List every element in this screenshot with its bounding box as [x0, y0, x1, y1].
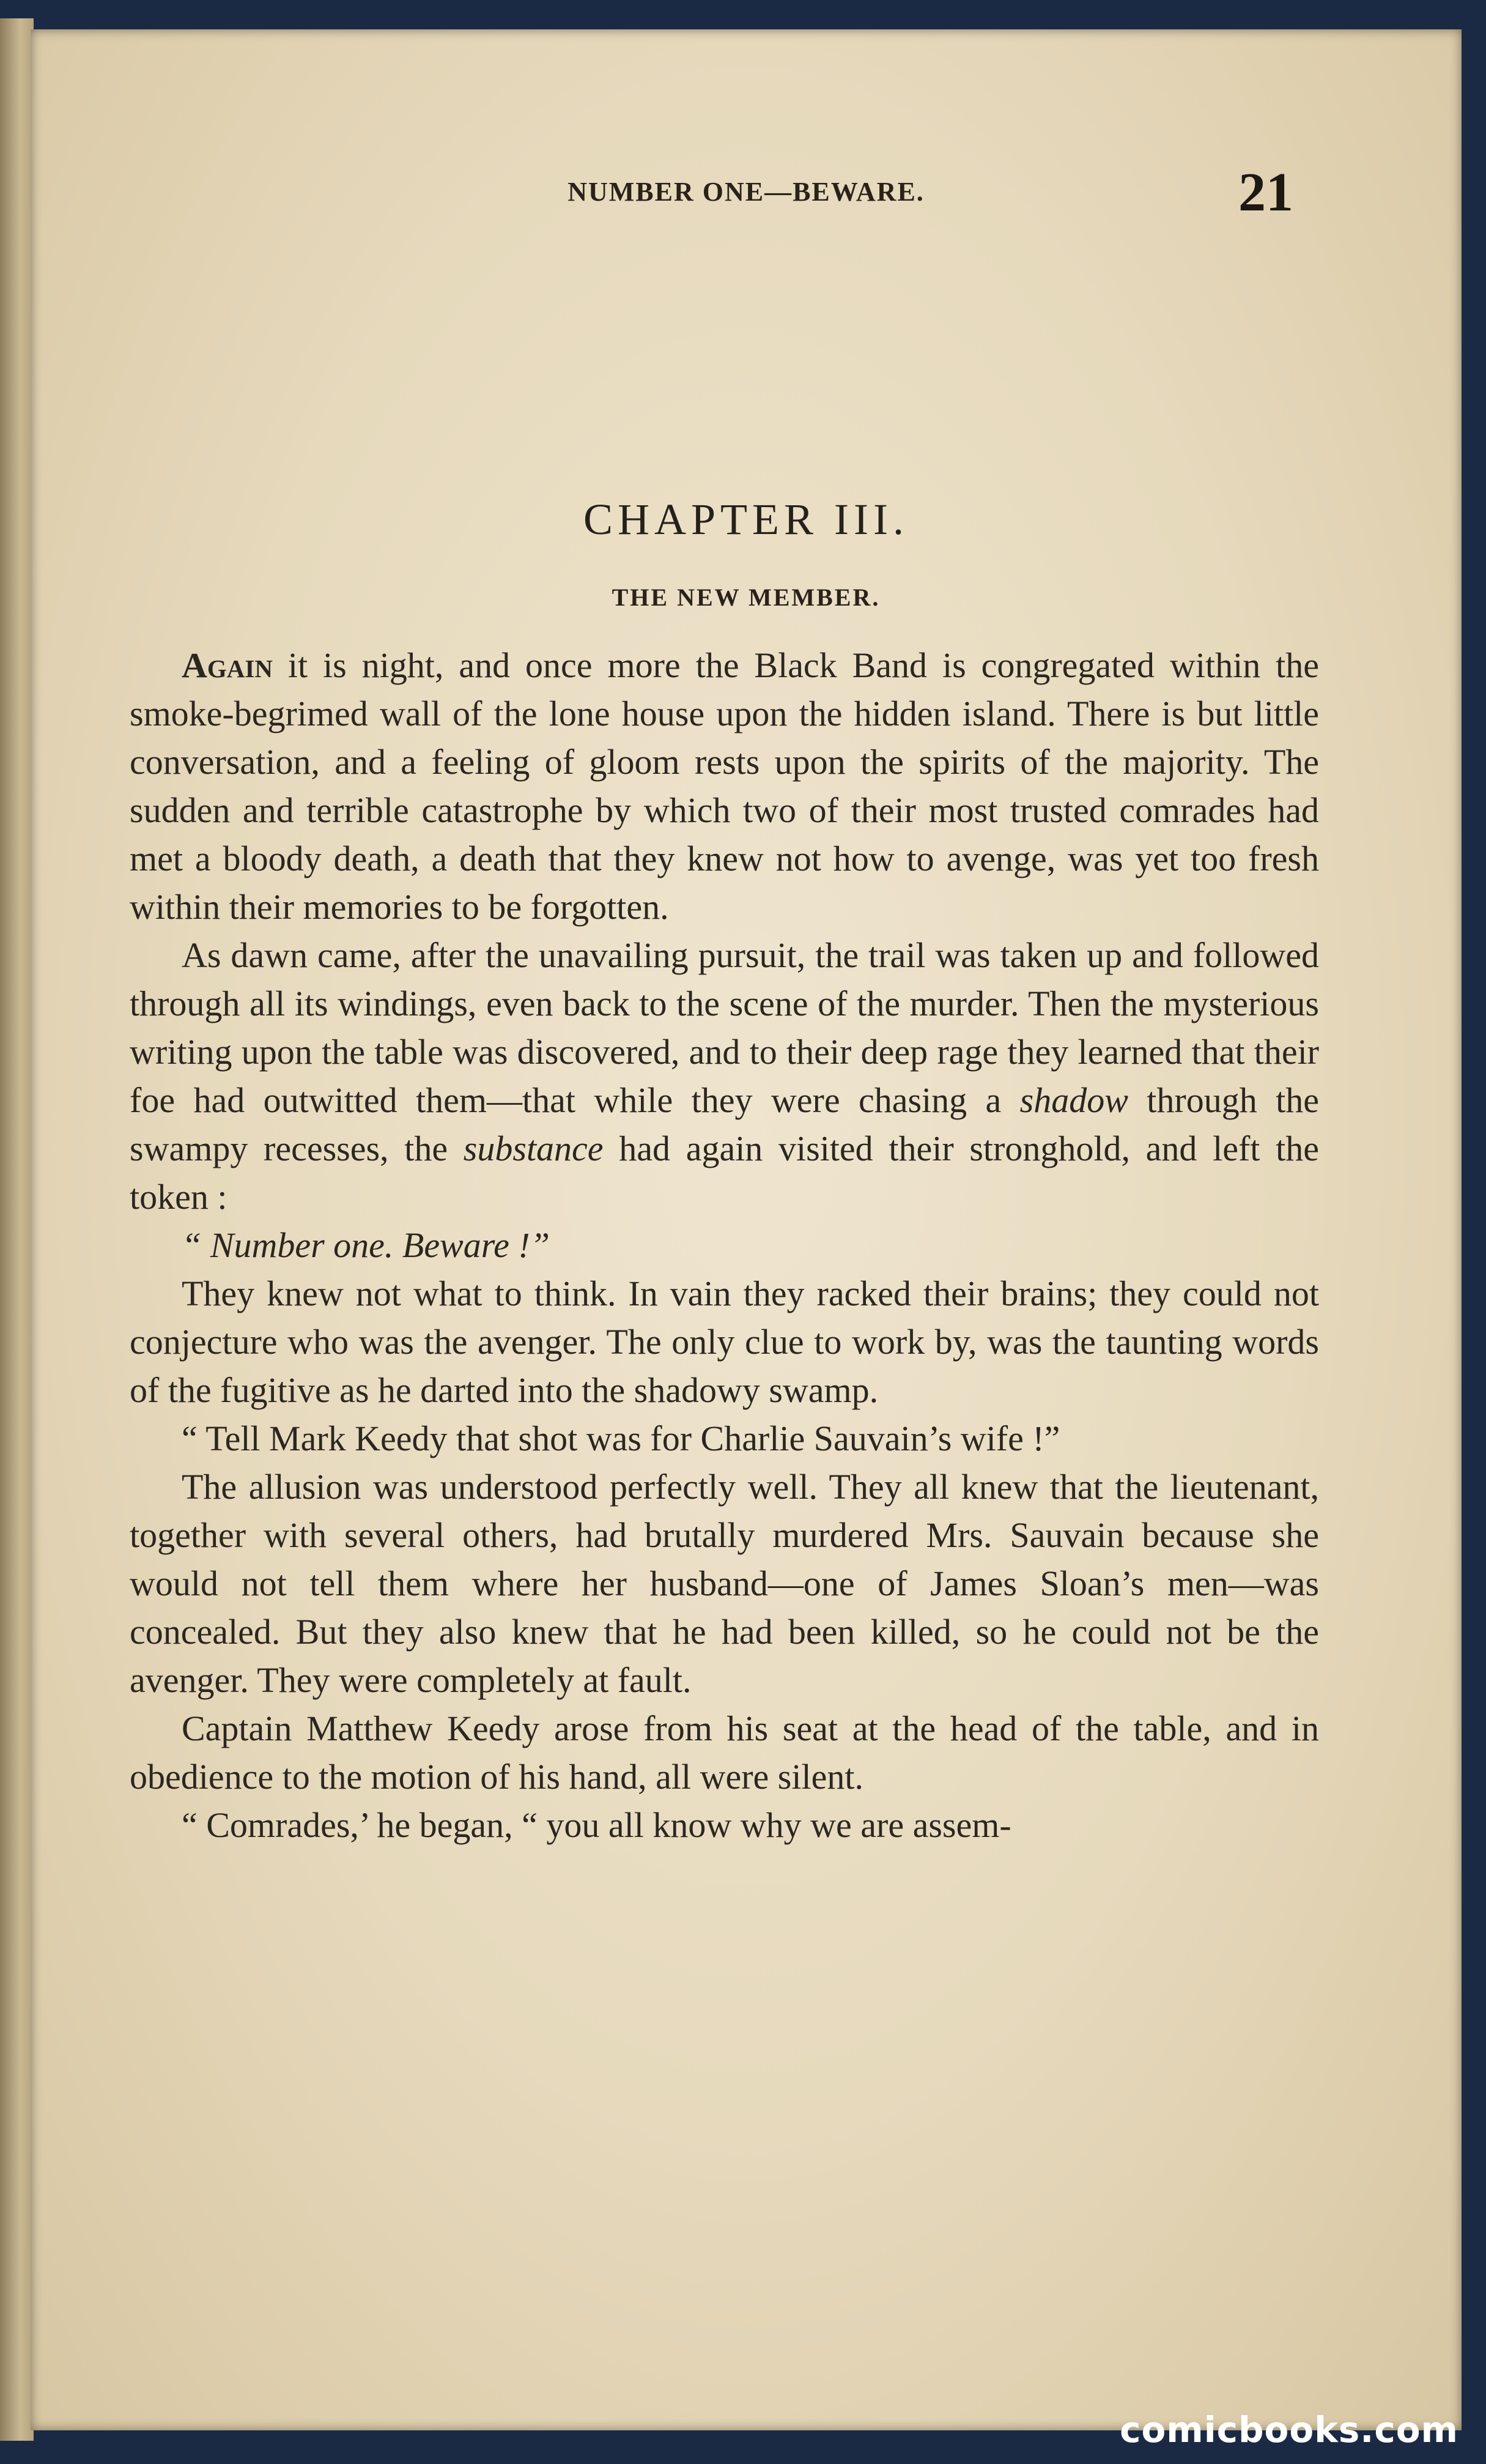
paragraph-7: Captain Matthew Keedy arose from his seat at the head of the table, and in obedience to the motion of his hand, all were silent. [130, 1709, 1319, 1797]
italic-substance: substance [463, 1129, 604, 1168]
paragraph-4: They knew not what to think. In vain they racked their brains; they could not conjecture who was the avenger. The only clue to work by, was the taunting words of the fugitive as he darted into the shadowy swamp. [130, 1274, 1319, 1410]
running-head: NUMBER ONE—BEWARE. [567, 177, 925, 207]
body-text [130, 641, 1319, 1849]
paragraph-1 [130, 641, 1319, 931]
chapter-title: CHAPTER III. [583, 495, 909, 544]
page-number: 21 [1238, 162, 1293, 223]
paragraph-2 [130, 931, 1319, 1221]
paragraph-2-text-b: through the swampy recesses, the [130, 1080, 1319, 1168]
paragraph-2-text-c: had again visited their stronghold, and left the token : [130, 1129, 1319, 1217]
italic-shadow: shadow [1019, 1080, 1128, 1120]
watermark: comicbooks.com [1120, 2409, 1458, 2451]
paragraph-1-text: it is night, and once more the Black Band is congregated within the smoke-begrimed wall of the lone house upon the hidden island. There is but little conversation, and a feeling of gloom rests upon the spirits of the majority. The sudden and terrible catastrophe by which two of their most trusted comrades had met a bloody death, a death that they knew not how to avenge, was yet too fresh within their memories to be forgotten. [130, 645, 1319, 927]
previous-page-edge [0, 18, 34, 2441]
book-page [31, 29, 1462, 2430]
paragraph-3-token: “ Number one. Beware !” [182, 1225, 550, 1265]
drop-word: Again [182, 645, 273, 685]
paragraph-5: “ Tell Mark Keedy that shot was for Charlie Sauvain’s wife !” [182, 1419, 1060, 1458]
paragraph-2-text-a: As dawn came, after the unavailing pursuit, the trail was taken up and followed through all its windings, even back to the scene of the murder. Then the mysterious writing upon the table was discovered, and to their deep rage they learned that their foe had outwitted them—that while they were chasing a [130, 935, 1319, 1120]
paragraph-8: “ Comrades,’ he began, “ you all know why we are assem- [182, 1805, 1011, 1845]
chapter-subtitle: THE NEW MEMBER. [612, 584, 881, 611]
paragraph-6: The allusion was understood perfectly well. They all knew that the lieutenant, together with several others, had brutally murdered Mrs. Sauvain because she would not tell them where her husband—one of James Sloan’s men—was concealed. But they also knew that he had been killed, so he could not be the avenger. They were completely at fault. [130, 1467, 1319, 1700]
